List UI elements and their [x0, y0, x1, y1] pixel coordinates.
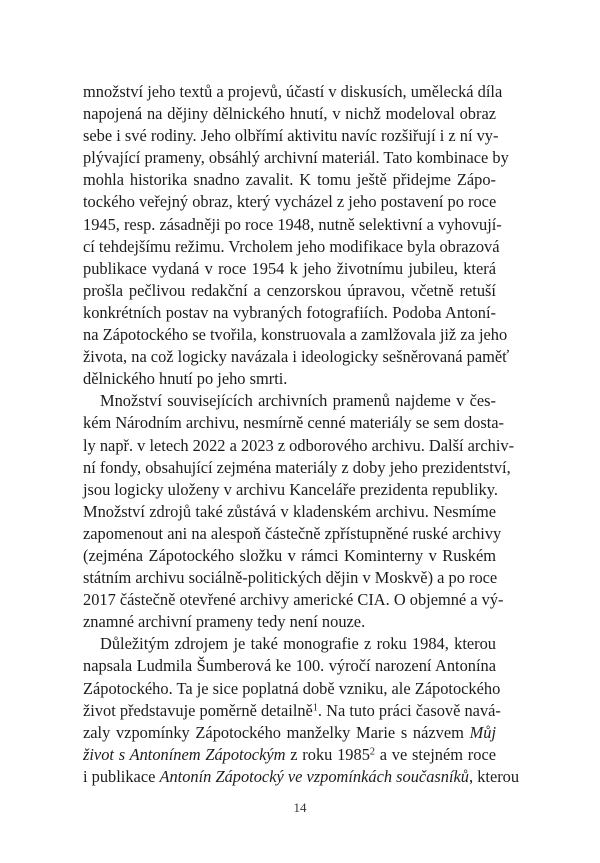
- text-run: život představuje poměrně detailně: [83, 700, 313, 720]
- text-line: napojená na dějiny dělnického hnutí, v nichž modeloval obraz: [83, 104, 496, 124]
- text-line: prošla pečlivou redakční a cenzorskou úpravou, včetně retuší: [83, 280, 496, 300]
- paragraph-1: [83, 81, 510, 390]
- text-line: života, na což logicky navázala i ideologicky sešněrovaná paměť: [83, 347, 510, 367]
- text-line: 1945, resp. zásadněji po roce 1948, nutně selektivní a vyhovují-: [83, 214, 502, 234]
- text-line: (zejména Zápotockého složku v rámci Kominterny v Ruském: [83, 545, 496, 565]
- text-line: [83, 744, 496, 766]
- text-run: . Na tuto práci časově navá-: [317, 700, 501, 720]
- text-line: napsala Ludmila Šumberová ke 100. výročí narození Antonína: [83, 656, 496, 676]
- text-line: dělnického hnutí po jeho smrti.: [83, 369, 288, 389]
- text-line: konkrétních postav na vybraných fotografiích. Podoba Antoní-: [83, 302, 496, 322]
- text-line: [83, 700, 501, 722]
- book-title-italic: Můj: [469, 722, 496, 742]
- text-line: [83, 722, 496, 744]
- text-line: publikace vydaná v roce 1954 k jeho životnímu jubileu, která: [83, 258, 496, 278]
- text-line: ly např. v letech 2022 a 2023 z odborového archivu. Další archiv-: [83, 435, 515, 455]
- text-line: jsou logicky uloženy v archivu Kanceláře prezidenta republiky.: [83, 479, 498, 499]
- text-line: Důležitým zdrojem je také monografie z roku 1984, kterou: [100, 634, 496, 654]
- text-run: a ve stejném roce: [374, 744, 496, 764]
- text-line: znamné archivní prameny tedy není nouze.: [83, 612, 366, 632]
- text-run: zaly vzpomínky Zápotockého manželky Marie s názvem: [83, 722, 470, 742]
- text-run: i publikace: [83, 766, 160, 786]
- text-line: mohla historika snadno zavalit. K tomu ještě přidejme Zápo-: [83, 170, 496, 190]
- text-line: množství jeho textů a projevů, účastí v diskusích, umělecká díla: [83, 82, 503, 101]
- page-number: 14: [293, 800, 307, 815]
- text-line: plývající prameny, obsáhlý archivní materiál. Tato kombinace by: [83, 148, 509, 168]
- text-line: [83, 766, 520, 788]
- text-line: Zápotockého. Ta je sice poplatná době vzniku, ale Zápotockého: [83, 678, 501, 698]
- footnote-ref-2[interactable]: 2: [369, 746, 375, 758]
- book-title-italic: život s Antonínem Zápotockým: [83, 744, 286, 764]
- text-line: kém Národním archivu, nesmírně cenné materiály se sem dosta-: [83, 413, 505, 433]
- footnote-ref-1[interactable]: 1: [312, 702, 318, 714]
- body-text: [83, 81, 520, 788]
- text-run: , kterou: [469, 766, 520, 786]
- text-line: Množství zdrojů také zůstává v kladenském archivu. Nesmíme: [83, 501, 496, 521]
- text-line: cí tehdejšímu režimu. Vrcholem jeho modifikace byla obrazová: [83, 236, 500, 256]
- text-line: na Zápotockého se tvořila, konstruovala a zamlžovala již za jeho: [83, 325, 508, 345]
- text-line: sebe i své rodiny. Jeho olbřímí aktivitu navíc rozšiřují i z ní vy-: [83, 126, 499, 146]
- text-run: z roku 1985: [285, 744, 370, 764]
- text-line: ní fondy, obsahující zejména materiály z doby jeho prezidentství,: [83, 457, 511, 477]
- text-line: tockého veřejný obraz, který vycházel z jeho postavení po roce: [83, 192, 497, 212]
- text-line: Množství souvisejících archivních pramenů najdeme v čes-: [100, 391, 496, 411]
- paragraph-2: [83, 390, 515, 633]
- paragraph-3: [83, 633, 520, 788]
- text-line: zapomenout ani na alespoň částečně zpřístupněné ruské archivy: [83, 523, 502, 543]
- text-line: státním archivu sociálně-politických dějin v Moskvě) a po roce: [83, 568, 498, 588]
- book-title-italic: Antonín Zápotocký ve vzpomínkách současníků: [159, 766, 469, 786]
- text-line: 2017 částečně otevřené archivy americké CIA. O objemné a vý-: [83, 590, 504, 610]
